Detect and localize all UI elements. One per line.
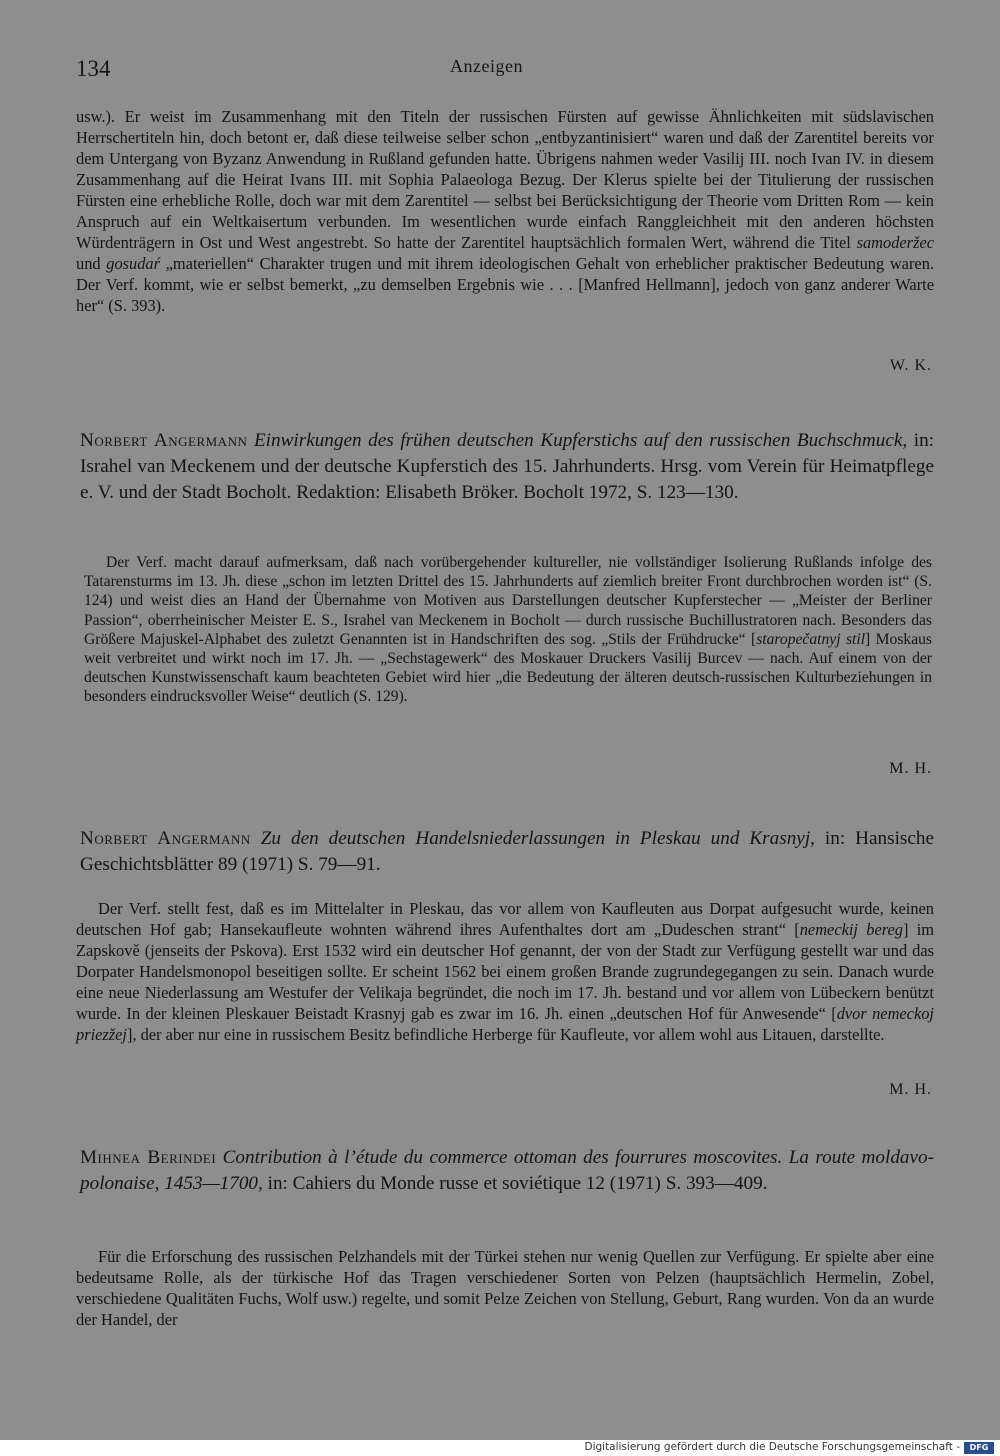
page-number: 134	[76, 56, 111, 81]
entry-title: Zu den deutschen Handelsniederlassungen in Pleskau und Krasnyj	[260, 828, 811, 849]
dfg-logo-icon: DFG	[964, 1442, 994, 1454]
entry-title: Einwirkungen des frühen deutschen Kupferstichs auf den russischen Buchschmuck	[253, 430, 903, 451]
running-title: Anzeigen	[450, 56, 523, 76]
bibliographic-entry	[80, 826, 934, 878]
bibliographic-entry	[80, 428, 934, 506]
entry-author: Norbert Angermann	[80, 430, 248, 451]
entry-source: , in: Israhel van Meckenem und der deutsche Kupferstich des 15. Jahrhunderts. Hrsg. vom Verein für Heimatpflege e. V. und der Stadt Bocholt. Redaktion: Elisabeth Bröker. Bocholt 1972, S. 123—130.	[80, 430, 934, 503]
footer-credit: Digitalisierung gefördert durch die Deutsche Forschungsgemeinschaft -	[584, 1441, 960, 1453]
entry-author: Mihnea Berindei	[80, 1147, 217, 1168]
reviewer-initials: M. H.	[889, 1081, 932, 1098]
reviewer-initials: M. H.	[889, 760, 932, 777]
review-text: Der Verf. macht darauf aufmerksam, daß nach vorübergehender kultureller, nie vollständiger Isolierung Rußlands infolge des Tatarensturms im 13. Jh. diese „schon im letzten Drittel des 15. Jahrhunderts auf ziemlich breiter Front durchbrochen worden ist“ (S. 124) und weist dies an Hand der Übernahme von Motiven aus Darstellungen deutscher Kupferstecher — „Meister der Berliner Passion“, oberrheinischer Meister E. S., Israhel van Meckenem in Bocholt — durch russische Buchillustratoren nach. Besonders das Größere Majuskel-Alphabet des zuletzt Genannten ist in Handschriften des sog. „Stils der Frühdrucke“ [staropečatnyj stil] Moskaus weit verbreitet und wirkt noch im 17. Jh. — „Sechstagewerk“ des Moskauer Druckers Vasilij Burcev — nach. Auf einem von der deutschen Kunstwissenschaft kaum beachteten Gebiet wird hier „die Bedeutung der älteren deutsch-russischen Kulturbeziehungen in besonders eindrucksvoller Weise“ deutlich (S. 129).	[84, 554, 932, 706]
bibliographic-entry	[80, 1145, 934, 1197]
entry-title: Contribution à l’étude du commerce ottoman des fourrures moscovites. La route moldavo-polonaise, 1453—1700	[80, 1147, 935, 1194]
review-text: Für die Erforschung des russischen Pelzhandels mit der Türkei stehen nur wenig Quellen zur Verfügung. Er spielte aber eine bedeutsame Rolle, als der türkische Hof das Tragen verschiedener Sorten von Pelzen (hauptsächlich Hermelin, Zobel, verschiedene Qualitäten Fuchs, Wolf usw.) regelte, und somit Pelze Zeichen von Stellung, Geburt, Rang wurden. Von da an wurde der Handel, der	[76, 1247, 934, 1329]
review-continuation: usw.). Er weist im Zusammenhang mit den Titeln der russischen Fürsten auf gewisse Ähnlichkeiten mit südslavischen Herrschertiteln hin, doch betont er, daß diese teilweise selber schon „entbyzantinisiert“ waren und daß der Zarentitel bereits vor dem Untergang von Byzanz Anwendung in Rußland gefunden hatte. Übrigens nahmen weder Vasilij III. noch Ivan IV. in diesem Zusammenhang auf die Heirat Ivans III. mit Sophia Palaeologa Bezug. Der Klerus spielte bei der Titulierung der russischen Fürsten eine erhebliche Rolle, doch war mit dem Zarentitel — selbst bei Berücksichtigung der Theorie vom Dritten Rom — kein Anspruch auf ein Weltkaisertum verbunden. Im wesentlichen wurde einfach Ranggleichheit mit den anderen höchsten Würdenträgern in Ost und West angestrebt. So hatte der Zarentitel hauptsächlich formalen Wert, während die Titel samoderžec und gosudaŕ „materiellen“ Charakter trugen und mit ihrem ideologischen Gehalt von erheblicher praktischer Bedeutung waren. Der Verf. kommt, wie er selbst bemerkt, „zu demselben Ergebnis wie . . . [Manfred Hellmann], jedoch von ganz anderer Warte her“ (S. 393).	[76, 107, 934, 315]
entry-author: Norbert Angermann	[80, 828, 251, 849]
entry-source: , in: Cahiers du Monde russe et soviétique 12 (1971) S. 393—409.	[258, 1173, 768, 1194]
reviewer-initials: W. K.	[889, 357, 932, 374]
digitization-footer	[0, 1440, 1000, 1456]
review-text: Der Verf. stellt fest, daß es im Mittelalter in Pleskau, das vor allem von Kaufleuten aus Dorpat aufgesucht wurde, keinen deutschen Hof gab; Hansekaufleute wohnten während ihres Aufenthaltes dort am „Dudeschen strant“ [nemeckij bereg] im Zapskově (jenseits der Pskova). Erst 1532 wird ein deutscher Hof genannt, der von der Stadt zur Verfügung gestellt war und das Dorpater Handelsmonopol beseitigen sollte. Er scheint 1562 bei einem großen Brande zugrundegegangen zu sein. Danach wurde eine neue Niederlassung am Westufer der Velikaja begründet, die noch im 17. Jh. bestand und vor allem von Lübeckern benützt wurde. In der kleinen Pleskauer Beistadt Krasnyj gab es zwar im 16. Jh. einen „deutschen Hof für Anwesende“ [dvor nemeckoj priezžej], der aber nur eine in russischem Besitz befindliche Herberge für Kaufleute, vor allem wohl aus Litauen, darstellte.	[76, 899, 935, 1044]
entry-source: , in: Hansische Geschichtsblätter 89 (1971) S. 79—91.	[80, 828, 935, 875]
